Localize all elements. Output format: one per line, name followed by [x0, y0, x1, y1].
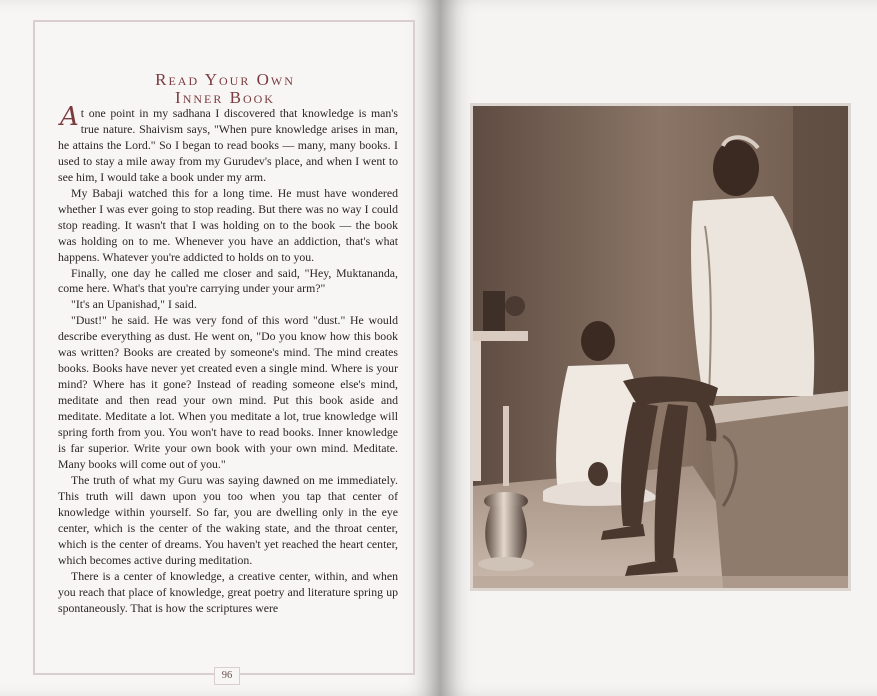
drop-cap: A	[60, 102, 79, 132]
photo-illustration-icon	[473, 106, 848, 588]
body-text	[58, 102, 398, 617]
paragraph: "Dust!" he said. He was very fond of this word "dust." He would describe everything as dust. He went on, "Do you know how this book was written? Books are created by someone's mind. The mind creates books. Books have never yet created even a single mind. Where is your mind? Where has it gone? Instead of reading someone else's mind, meditate and then read your own mind. Put this book aside and meditate. Meditate a lot. When you meditate a lot, true knowledge will spring forth from you. You won't have to read books. Inner knowledge is far superior. Write your own book with your own mind. Meditate. Many books will come out of you."	[58, 313, 398, 471]
page-number: 96	[214, 667, 240, 685]
paragraph: Finally, one day he called me closer and said, "Hey, Muktananda, come here. What's that you're carrying under your arm?"	[58, 265, 398, 296]
paragraph-text: t one point in my sadhana I discovered that knowledge is man's true nature. Shaivism says, "When pure knowledge arises in man, he attains the Lord." So I began to read books — many, many books. I used to stay a mile away from my Gurudev's place, and when I went to see him, I would take a book under my arm.	[58, 106, 398, 184]
paragraph: My Babaji watched this for a long time. He must have wondered whether I was ever going to stop reading. But there was no way I could stop reading. It wasn't that I was holding on to the book — the book was holding on to me. Whenever you have an addiction, that's what happens. Whatever you're addicted to holds on to you.	[58, 185, 398, 264]
chapter-title-line1: Read Your Own	[155, 70, 295, 89]
sepia-photograph	[470, 103, 851, 591]
chapter-title-line2: Inner Book	[175, 88, 275, 107]
paragraph: "It's an Upanishad," I said.	[71, 297, 197, 312]
paragraph	[58, 102, 398, 186]
paragraph: The truth of what my Guru was saying dawned on me immediately. This truth will dawn upon you too when you tap that center of knowledge within yourself. So far, you are dwelling only in the eye center, which is the center of the waking state, and the throat center, which is the center of dreams. You haven't yet reached the heart center, which becomes active during meditation.	[58, 472, 398, 567]
paragraph: There is a center of knowledge, a creative center, within, and when you reach that place of knowledge, great poetry and literature spring up spontaneously. That is how the scriptures were	[58, 568, 398, 615]
